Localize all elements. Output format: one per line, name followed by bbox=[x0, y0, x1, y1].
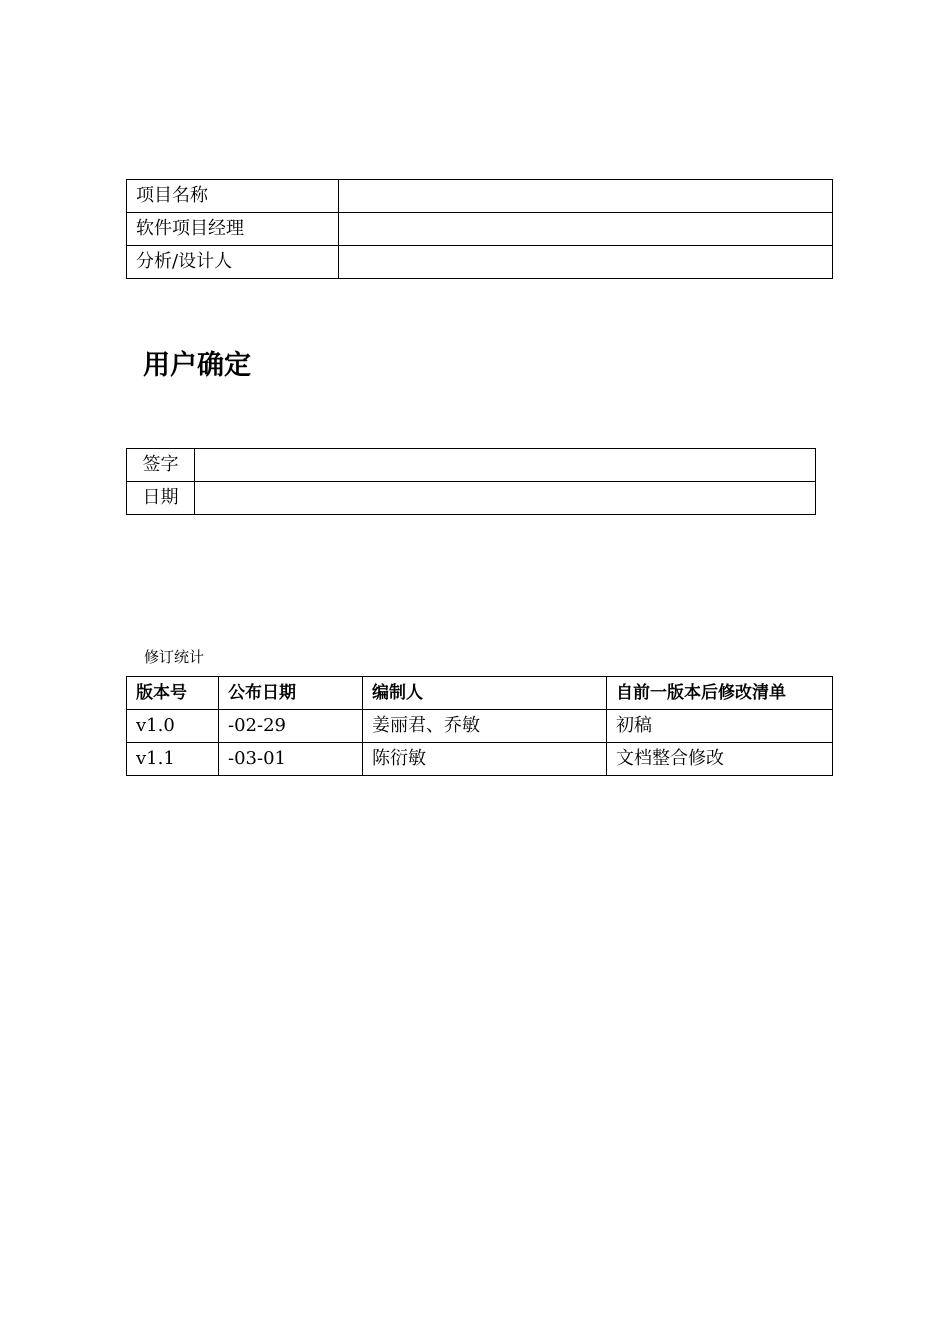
table-row bbox=[127, 710, 833, 743]
cell-change-list: 初稿 bbox=[607, 710, 833, 743]
table-row bbox=[127, 482, 816, 515]
cell-version: v1.0 bbox=[127, 710, 219, 743]
date-value bbox=[195, 482, 816, 515]
project-name-label: 项目名称 bbox=[127, 180, 339, 213]
table-header-row bbox=[127, 677, 833, 710]
signature-value bbox=[195, 449, 816, 482]
signature-label: 签字 bbox=[127, 449, 195, 482]
user-confirm-table bbox=[126, 448, 816, 515]
table-row bbox=[127, 246, 833, 279]
cell-publish-date: -02-29 bbox=[219, 710, 363, 743]
project-info-table bbox=[126, 179, 833, 279]
revision-caption: 修订统计 bbox=[144, 648, 205, 666]
project-manager-label: 软件项目经理 bbox=[127, 213, 339, 246]
table-row bbox=[127, 449, 816, 482]
user-confirm-heading: 用户确定 bbox=[143, 350, 251, 381]
designer-label: 分析/设计人 bbox=[127, 246, 339, 279]
cell-change-list: 文档整合修改 bbox=[607, 743, 833, 776]
date-label: 日期 bbox=[127, 482, 195, 515]
cell-version: v1.1 bbox=[127, 743, 219, 776]
table-row bbox=[127, 213, 833, 246]
project-name-value bbox=[339, 180, 833, 213]
cell-author: 陈衍敏 bbox=[363, 743, 607, 776]
table-row bbox=[127, 743, 833, 776]
cell-author: 姜丽君、乔敏 bbox=[363, 710, 607, 743]
header-author: 编制人 bbox=[363, 677, 607, 710]
table-row bbox=[127, 180, 833, 213]
designer-value bbox=[339, 246, 833, 279]
cell-publish-date: -03-01 bbox=[219, 743, 363, 776]
revision-table bbox=[126, 676, 833, 776]
header-version: 版本号 bbox=[127, 677, 219, 710]
header-publish-date: 公布日期 bbox=[219, 677, 363, 710]
project-manager-value bbox=[339, 213, 833, 246]
header-change-list: 自前一版本后修改清单 bbox=[607, 677, 833, 710]
